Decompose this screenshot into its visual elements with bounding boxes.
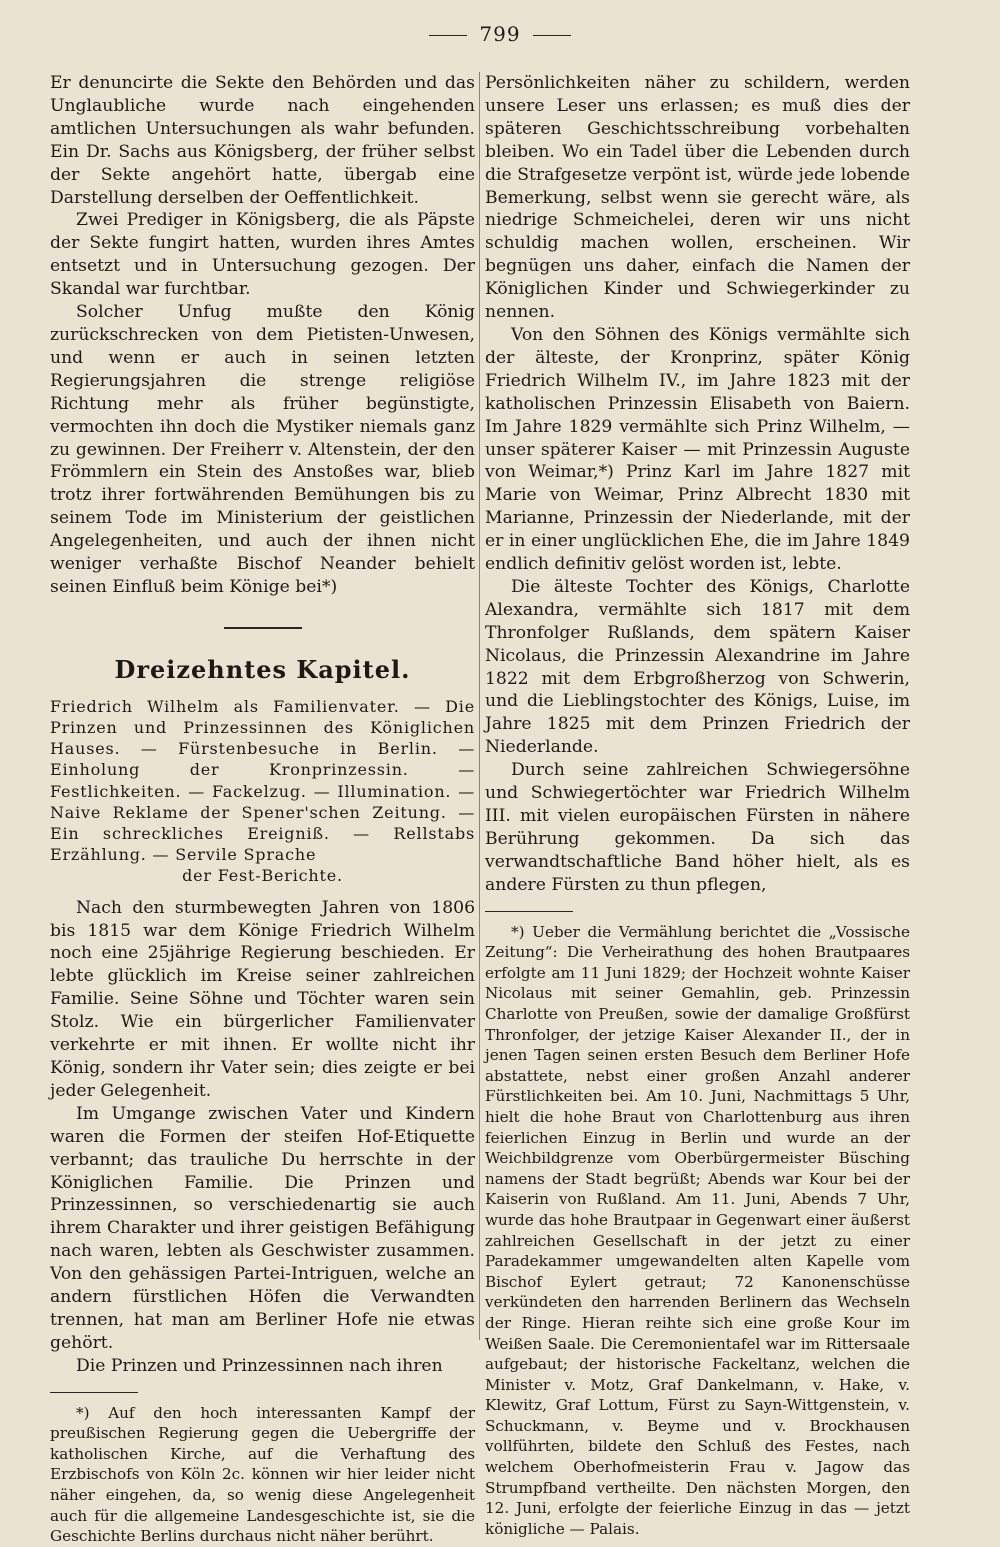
footnote-text: *) Auf den hoch interessanten Kampf der preußischen Regierung gegen die Uebergriffe der katholischen Kirche, auf die Verhaftung des Erzbischofs von Köln 2c. können wir hier leider nicht näher eingehen, da, so wenig diese Angelegenheit auch für die allgemeine Landesgeschichte ist, sie die Geschichte Berlins durchaus nicht näher berührt. (50, 1403, 475, 1546)
footnote-rule (485, 911, 573, 912)
chapter-title: Dreizehntes Kapitel. (114, 654, 411, 684)
left-column (50, 72, 475, 1547)
column-divider (479, 72, 480, 1340)
paragraph: Solcher Unfug mußte den König zurückschrecken von dem Pietisten-Unwesen, und wenn er auch in seinen letzten Regierungsjahren die strenge religiöse Richtung mehr als früher begünstigte, vermochten ihn doch die Mystiker niemals ganz zu gewinnen. Der Freiherr v. Altenstein, der den Frömmlern ein Stein des Anstoßes war, blieb trotz ihrer fortwährenden Bemühungen bis zu seinem Tode im Ministerium der geistlichen Angelegenheiten, und auch der ihnen nicht weniger verhaßte Bischof Neander behielt seinen Einfluß beim Könige bei*) (50, 302, 475, 597)
paragraph: Persönlichkeiten näher zu schildern, werden unsere Leser uns erlassen; es muß dies der späteren Geschichtsschreibung vorbehalten bleiben. Wo ein Tadel über die Lebenden durch die Strafgesetze verpönt ist, würde jede lobende Bemerkung, selbst wenn sie gerecht wäre, als niedrige Schmeichelei, deren wir uns nicht schuldig machen wollen, erscheinen. Wir begnügen uns daher, einfach die Namen der Königlichen Kinder und Schwiegerkinder zu nennen. (485, 73, 910, 323)
paragraph: Von den Söhnen des Königs vermählte sich der älteste, der Kronprinz, später König Friedrich Wilhelm IV., im Jahre 1823 mit der katholischen Prinzessin Elisabeth von Baiern. Im Jahre 1829 vermählte sich Prinz Wilhelm, — unser späterer Kaiser — mit Prinzessin Auguste von Weimar,*) Prinz Karl im Jahre 1827 mit Marie von Weimar, Prinz Albrecht 1830 mit Marianne, Prinzessin der Niederlande, mit der er in einer unglücklichen Ehe, die im Jahre 1849 endlich definitiv gelöst worden ist, lebte. (485, 324, 910, 575)
footnote (50, 1403, 475, 1547)
chapter-summary (50, 696, 475, 887)
paragraph: Zwei Prediger in Königsberg, die als Päpste der Sekte fungirt hatten, wurden ihres Amtes entsetzt und in Untersuchung gezogen. Der Skandal war furchtbar. (50, 210, 475, 300)
paragraph: Die Prinzen und Prinzessinnen nach ihren (76, 1355, 443, 1376)
paragraph: Im Umgange zwischen Vater und Kindern waren die Formen der steifen Hof-Etiquette verbannt; das trauliche Du herrschte in der Königlichen Familie. Die Prinzen und Prinzessinnen, so verschiedenartig sie auch ihrem Charakter und ihrer geistigen Befähigung nach waren, lebten als Geschwister zusammen. Von den gehässigen Partei-Intriguen, welche an andern fürstlichen Höfen die Verwandten trennen, hat man am Berliner Hofe nie etwas gehört. (50, 1103, 475, 1353)
paragraph: Nach den sturmbewegten Jahren von 1806 bis 1815 war dem Könige Friedrich Wilhelm noch eine 25jährige Regierung beschieden. Er lebte glücklich im Kreise seiner zahlreichen Familie. Seine Söhne und Töchter waren sein Stolz. Wie ein bürgerlicher Familienvater verkehrte er mit ihnen. Er wollte nicht ihr König, sondern ihr Vater sein; dies zeigte er bei jeder Gelegenheit. (50, 897, 475, 1101)
right-column (485, 72, 910, 1539)
section-separator (224, 627, 302, 629)
footnote-rule (50, 1392, 138, 1393)
paragraph: Die älteste Tochter des Königs, Charlotte Alexandra, vermählte sich 1817 mit dem Thronfolger Rußlands, dem spätern Kaiser Nicolaus, die Prinzessin Alexandrine im Jahre 1822 mit dem Erbgroßherzog von Schwerin, und die Lieblingstochter des Königs, Luise, im Jahre 1825 mit dem Prinzen Friedrich der Niederlande. (485, 576, 910, 758)
chapter-summary-text: Friedrich Wilhelm als Familienvater. — Die Prinzen und Prinzessinnen des Königlichen Hauses. — Fürstenbesuche in Berlin. — Einholung der Kronprinzessin. — Festlichkeiten. — Fackelzug. — Illumination. — Naive Reklame der Spener'schen Zeitung. — Ein schreckliches Ereigniß. — Rellstabs Erzählung. — Servile Sprache (50, 696, 475, 865)
footnote (485, 922, 910, 1540)
page-number: 799 (0, 22, 1000, 46)
paragraph: Er denuncirte die Sekte den Behörden und das Unglaubliche wurde nach eingehenden amtlichen Untersuchungen als wahr befunden. Ein Dr. Sachs aus Königsberg, der früher selbst der Sekte angehört hatte, übergab eine Darstellung derselben der Oeffentlichkeit. (50, 73, 475, 208)
footnote-text: *) Ueber die Vermählung berichtet die „Vossische Zeitung“: Die Verheirathung des hohen Brautpaares erfolgte am 11 Juni 1829; der Hochzeit wohnte Kaiser Nicolaus mit seiner Gemahlin, geb. Prinzessin Charlotte von Preußen, sowie der damalige Großfürst Thronfolger, der jetzige Kaiser Alexander II., der in jenen Tagen seinen ersten Besuch dem Berliner Hofe abstattete, nebst einer großen Anzahl anderer Fürstlichkeiten bei. Am 10. Juni, Nachmittags 5 Uhr, hielt die hohe Braut von Charlottenburg aus ihren feierlichen Einzug in Berlin und wurde an der Weichbildgrenze vom Oberbürgermeister Büsching namens der Stadt begrüßt; Abends war Kour bei der Kaiserin von Rußland. Am 11. Juni, Abends 7 Uhr, wurde das hohe Brautpaar in Gegenwart einer äußerst zahlreichen Gesellschaft in der jetzt zu einer Paradekammer umgewandelten alten Kapelle vom Bischof Eylert getraut; 72 Kanonenschüsse verkündeten den harrenden Berlinern das Wechseln der Ringe. Hieran reihte sich eine große Kour im Weißen Saale. Die Ceremonientafel war im Rittersaale aufgebaut; der historische Fackeltanz, welchen die Minister v. Motz, Graf Dankelmann, v. Hake, v. Klewitz, Graf Lottum, Fürst zu Sayn-Wittgenstein, v. Schuckmann, v. Beyme und v. Brockhausen vollführten, bildete den Schluß des Festes, nach welchem Oberhofmeisterin Frau v. Jagow das Strumpfband vertheilte. Den nächsten Morgen, den 12. Juni, erfolgte der feierliche Einzug in das — jetzt königliche — Palais. (485, 922, 910, 1538)
chapter-summary-last: der Fest-Berichte. (182, 866, 343, 886)
paragraph: Durch seine zahlreichen Schwiegersöhne und Schwiegertöchter war Friedrich Wilhelm III. mit vielen europäischen Fürsten in nähere Berührung gekommen. Da sich das verwandtschaftliche Band höher hielt, als es andere Fürsten zu thun pflegen, (485, 760, 910, 895)
